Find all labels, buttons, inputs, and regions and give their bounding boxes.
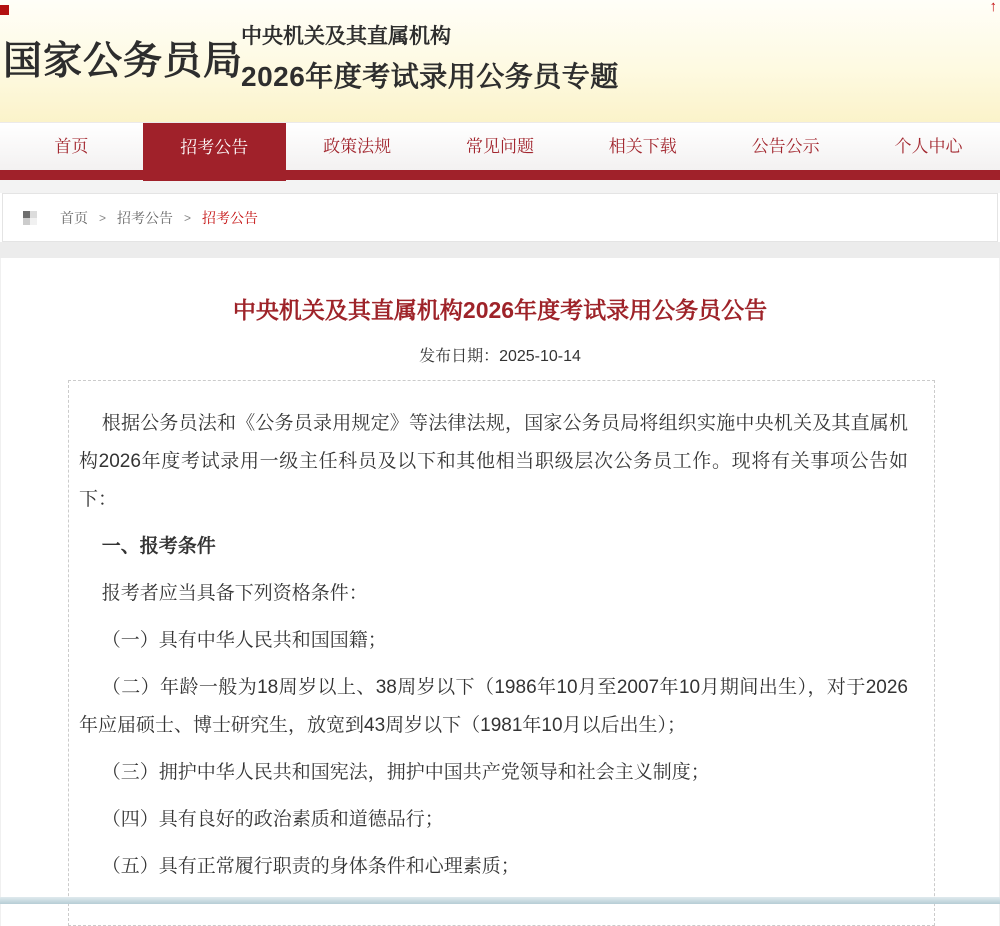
spacer-band [0,242,1000,258]
publish-date-label: 发布日期： [419,348,500,365]
condition-item-1: （一）具有中华人民共和国国籍； [101,630,387,651]
nav-item-downloads[interactable]: 相关下载 [608,137,677,156]
article-title: 中央机关及其直属机构2026年度考试录用公务员公告 [232,297,768,323]
section-heading-application-conditions: 一、报考条件 [101,536,216,557]
paragraph-qualifications-intro: 报考者应当具备下列资格条件： [101,583,368,604]
site-header [0,0,1000,122]
breadcrumb-separator: > [99,210,107,225]
condition-item-3: （三）拥护中华人民共和国宪法，拥护中国共产党领导和社会主义制度； [101,762,710,783]
nav-item-policies[interactable]: 政策法规 [323,137,392,156]
publish-date [1,343,999,366]
breadcrumb-home-link[interactable]: 首页 [60,209,88,226]
breadcrumb-section-link[interactable]: 招考公告 [117,209,174,226]
red-corner-mark [0,5,9,15]
bottom-scroll-strip[interactable] [0,897,1000,904]
site-logo-title: 国家公务员局 [3,40,244,83]
paragraph-intro: 根据公务员法和《公务员录用规定》等法律法规，国家公务员局将组织实施中央机关及其直属机构2026年度考试录用一级主任科员及以下和其他相当职级层次公务员工作。现将有关事项公告如下： [79,413,908,510]
condition-item-4: （四）具有良好的政治素质和道德品行； [101,809,444,830]
publish-date-value: 2025-10-14 [499,348,581,365]
nav-item-personal-center[interactable]: 个人中心 [894,137,963,156]
subtitle-line1: 中央机关及其直属机构 [241,25,451,48]
subtitle-line2: 2026年度考试录用公务员专题 [241,61,619,92]
spacer-band [0,180,1000,193]
nav-item-public-notices[interactable]: 公告公示 [751,137,820,156]
breadcrumb [2,193,998,242]
condition-item-5: （五）具有正常履行职责的身体条件和心理素质； [101,856,520,877]
site-subtitle-block [241,20,619,95]
up-arrow-mark: ↑ [989,0,997,15]
nav-item-home[interactable]: 首页 [54,137,89,156]
breadcrumb-separator: > [184,210,192,225]
location-checker-icon [23,211,37,225]
article-body [68,380,935,926]
nav-item-announcements[interactable]: 招考公告 [143,123,286,181]
nav-item-faq[interactable]: 常见问题 [465,137,534,156]
breadcrumb-current-page[interactable]: 招考公告 [202,209,259,226]
main-nav [0,122,1000,170]
article-panel [0,258,1000,926]
condition-item-2: （二）年龄一般为18周岁以上、38周岁以下（1986年10月至2007年10月期间出生），对于2026年应届硕士、博士研究生，放宽到43周岁以下（1981年10月以后出生）； [79,677,908,736]
